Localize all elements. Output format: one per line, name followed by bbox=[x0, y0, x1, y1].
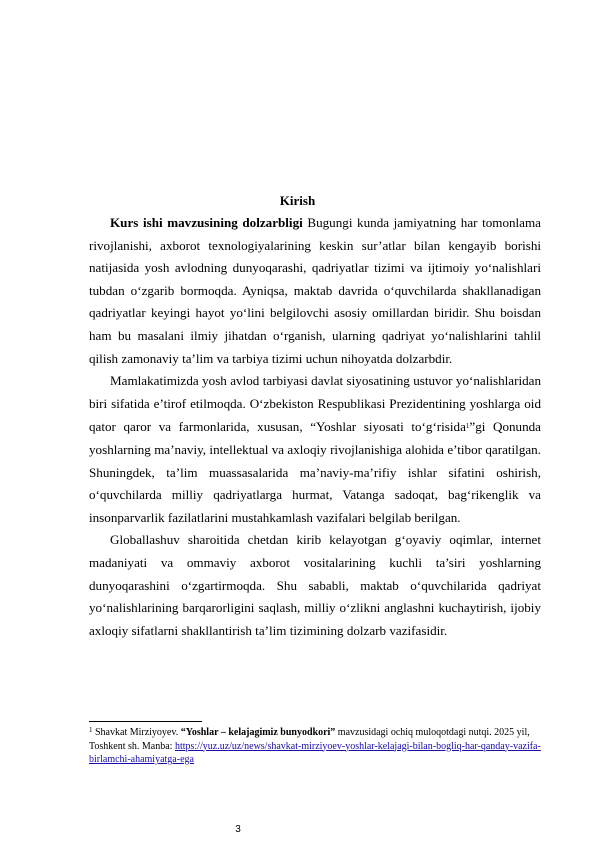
paragraph-text: Bugungi kunda jamiyatning har tomonlama rivojlanishi, axborot texnologiyalarining keskin sur’atlar bilan kengayib borishi natijasida yosh avlodning dunyoqarashi, qadriyatlar tizimi va ijtimoiy yo‘nalishlari tubdan o‘zgarib bormoqda. Ayniqsa, maktab davrida o‘quvchilarda shakllanadigan qadriyatlar keyingi hayot yo‘lini belgilovchi asosiy omillardan biridir. Shu boisdan ham bu masalani ilmiy jihatdan o‘rganish, ularning qadriyat yo‘nalishlarini tahlil qilish zamonaviy ta’lim va tarbiya tizimi uchun nihoyatda dolzarbdir. bbox=[89, 215, 541, 366]
paragraph-lead: Kurs ishi mavzusining dolzarbligi bbox=[110, 215, 303, 230]
footnote bbox=[89, 724, 541, 767]
footnote-reference[interactable]: 1 bbox=[465, 422, 470, 431]
paragraph-policy bbox=[89, 370, 541, 529]
footnote-separator bbox=[89, 721, 202, 722]
body-text bbox=[89, 212, 541, 642]
paragraph-relevance bbox=[89, 212, 541, 370]
paragraph-globalization bbox=[89, 529, 541, 642]
footnote-source-link[interactable]: https://yuz.uz/uz/news/shavkat-mirziyoev-yoshlar-kelajagi-bilan-bogliq-har-qanday-vazifa-birlamchi-ahamiyatga-ega bbox=[89, 740, 541, 765]
paragraph-text: ”gi Qonunda yoshlarning ma’naviy, intellektual va axloqiy rivojlanishiga alohida e’tibor qaratilgan. Shuningdek, ta’lim muassasalarida ma’naviy-ma’rifiy ishlar sifatini oshirish, o‘quvchilarda milliy qadriyatlarga hurmat, Vatanga sadoqat, bag‘rikenglik va insonparvarlik fazilatlarini mustahkamlash vazifalari belgilab berilgan. bbox=[89, 419, 541, 525]
footnote-author: Shavkat Mirziyoyev. bbox=[92, 727, 181, 738]
paragraph-text: Globallashuv sharoitida chetdan kirib kelayotgan g‘oyaviy oqimlar, internet madaniyati va ommaviy axborot vositalarining kuchli ta’siri yoshlarning dunyoqarashini o‘zgartirmoqda. Shu sababli, maktab o‘quvchilarida qadriyat yo‘nalishlarining barqarorligini saqlash, milliy o‘zlikni anglashni kuchaytirish, ijobiy axloqiy sifatlarni shakllantirish ta’lim tizimining dolzarb vazifasidir. bbox=[89, 532, 541, 638]
footnote-marker: 1 bbox=[89, 726, 93, 734]
paragraph-text: Mamlakatimizda yosh avlod tarbiyasi davlat siyosatining ustuvor yo‘nalishlaridan biri sifatida e’tirof etilmoqda. O‘zbekiston Respublikasi Prezidentining yoshlarga oid qator qaror va farmonlarida, xususan, “Yoshlar siyosati to‘g‘risida bbox=[89, 373, 541, 435]
footnote-title: “Yoshlar – kelajagimiz bunyodkori” bbox=[180, 727, 336, 738]
section-heading: Kirish bbox=[279, 193, 316, 208]
page-number: 3 bbox=[235, 824, 241, 835]
footnote-text: mavzusidagi ochiq muloqotdagi nutqi. 2025 yil, Toshkent sh. Manba: bbox=[89, 727, 530, 752]
